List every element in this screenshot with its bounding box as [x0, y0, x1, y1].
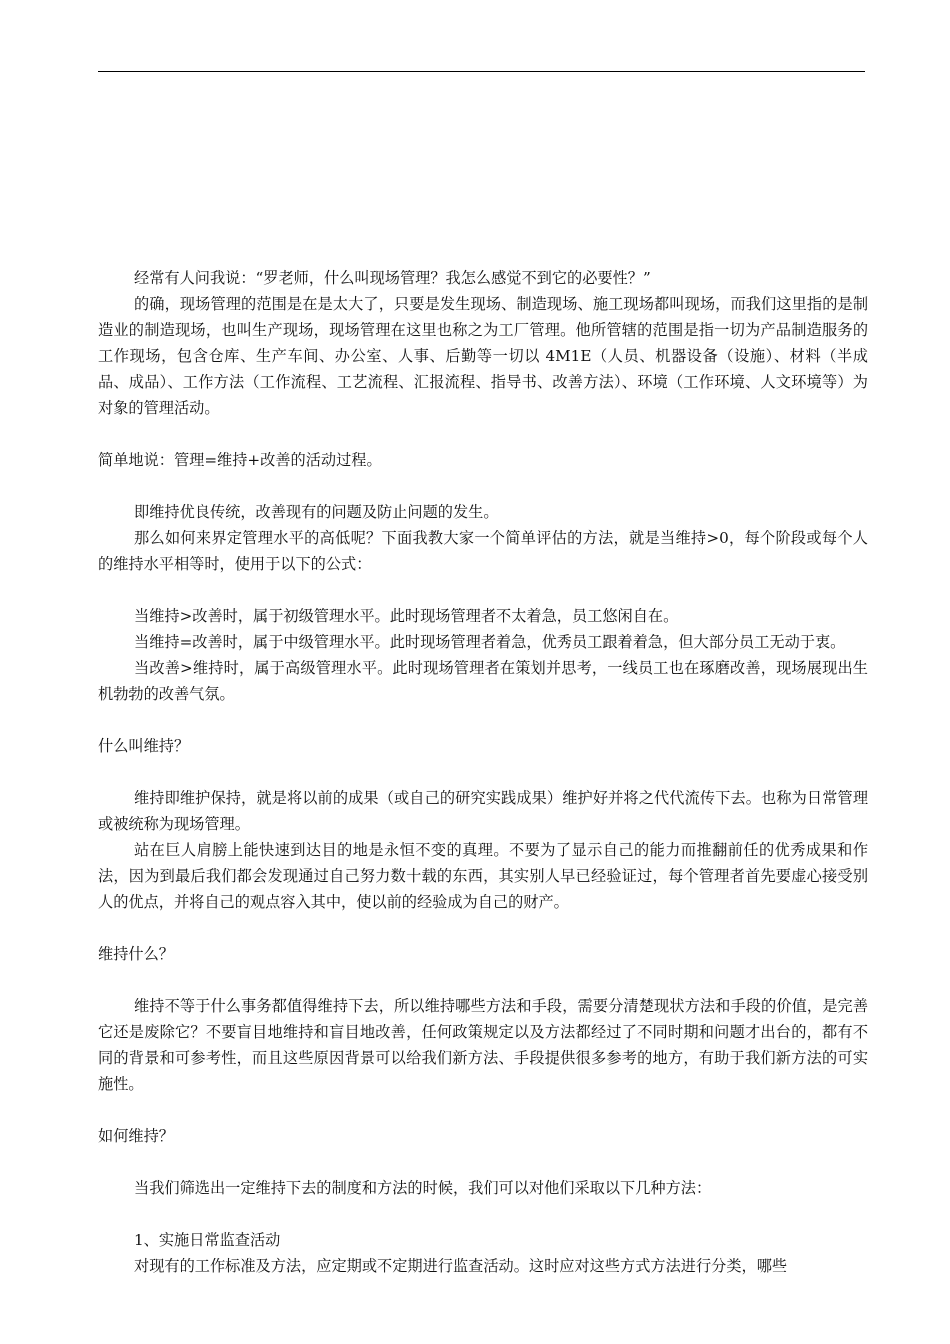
paragraph: 对现有的工作标准及方法，应定期或不定期进行监查活动。这时应对这些方式方法进行分类，哪些: [134, 1257, 788, 1275]
section-heading: 什么叫维持？: [98, 737, 190, 755]
paragraph: 站在巨人肩膀上能快速到达目的地是永恒不变的真理。不要为了显示自己的能力而推翻前任的优秀成果和作法，因为到最后我们都会发现通过自己努力数十载的东西，其实别人早已经验证过，每个管理者首先要虚心接受别人的优点，并将自己的观点容入其中，使以前的经验成为自己的财产。: [98, 841, 868, 911]
header-rule: [98, 71, 865, 72]
paragraph: 当维持=改善时，属于中级管理水平。此时现场管理者着急，优秀员工跟着着急，但大部分员工无动于衷。: [134, 633, 846, 651]
paragraph: 当我们筛选出一定维持下去的制度和方法的时候，我们可以对他们采取以下几种方法：: [134, 1179, 712, 1197]
list-item-heading: 1、实施日常监查活动: [134, 1231, 281, 1249]
paragraph: 维持不等于什么事务都值得维持下去，所以维持哪些方法和手段，需要分清楚现状方法和手段的价值，是完善它还是废除它？不要盲目地维持和盲目地改善，任何政策规定以及方法都经过了不同时期和问题才出台的，都有不同的背景和可参考性，而且这些原因背景可以给我们新方法、手段提供很多参考的地方，有助于我们新方法的可实施性。: [98, 997, 868, 1093]
paragraph: 维持即维护保持，就是将以前的成果（或自己的研究实践成果）维护好并将之代代流传下去。也称为日常管理或被统称为现场管理。: [98, 789, 868, 833]
paragraph: 简单地说：管理=维持+改善的活动过程。: [98, 451, 382, 469]
paragraph: 当改善>维持时，属于高级管理水平。此时现场管理者在策划并思考，一线员工也在琢磨改善，现场展现出生机勃勃的改善气氛。: [98, 659, 868, 703]
document-body: [98, 265, 868, 1279]
paragraph: 当维持>改善时，属于初级管理水平。此时现场管理者不太着急，员工悠闲自在。: [134, 607, 679, 625]
section-heading: 维持什么？: [98, 945, 174, 963]
paragraph: 即维持优良传统，改善现有的问题及防止问题的发生。: [134, 503, 499, 521]
paragraph: 那么如何来界定管理水平的高低呢？下面我教大家一个简单评估的方法，就是当维持>0，每个阶段或每个人的维持水平相等时，使用于以下的公式：: [98, 529, 868, 573]
section-heading: 如何维持？: [98, 1127, 174, 1145]
paragraph: 经常有人问我说：“罗老师，什么叫现场管理？我怎么感觉不到它的必要性？”: [134, 269, 651, 287]
paragraph: 的确，现场管理的范围是在是太大了，只要是发生现场、制造现场、施工现场都叫现场，而我们这里指的是制造业的制造现场，也叫生产现场，现场管理在这里也称之为工厂管理。他所管辖的范围是指一切为产品制造服务的工作现场，包含仓库、生产车间、办公室、人事、后勤等一切以 4M1E（人员、机器设备（设施）、材料（半成品、成品）、工作方法（工作流程、工艺流程、汇报流程、指导书、改善方法）、环境（工作环境、人文环境等）为对象的管理活动。: [98, 295, 868, 417]
